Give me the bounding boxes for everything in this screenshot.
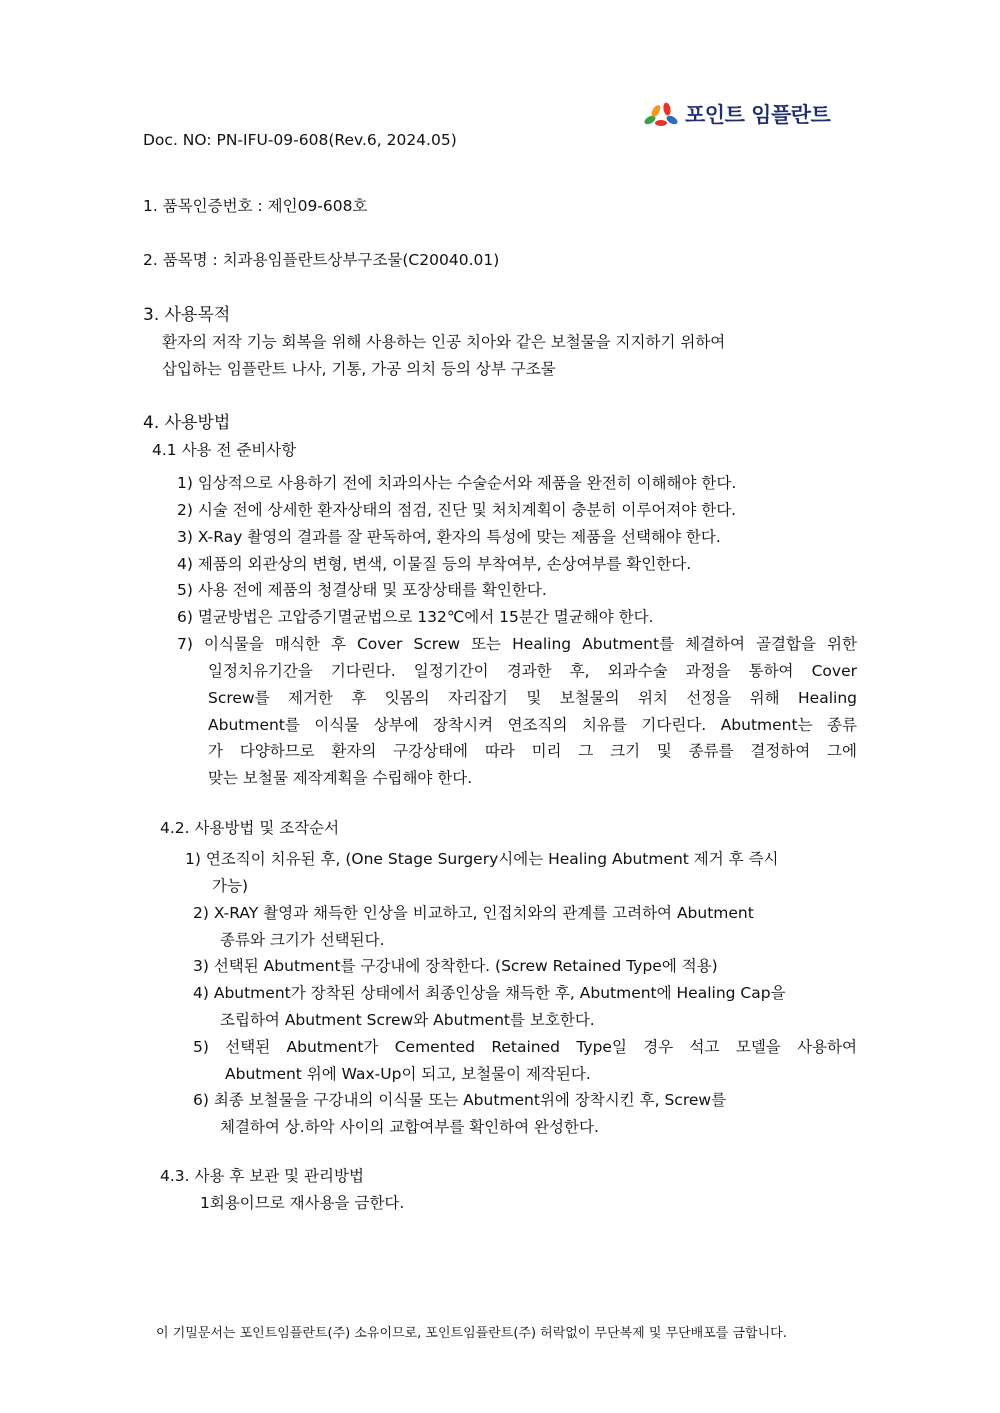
section-4-3-title: 4.3. 사용 후 보관 및 관리방법	[160, 1167, 364, 1185]
list-item-7-line: 7) 이식물을 매식한 후 Cover Screw 또는 Healing Abutment를 체결하여 골결합을 위한	[177, 635, 857, 653]
list-item: 1) 연조직이 치유된 후, (One Stage Surgery시에는 Healing Abutment 제거 후 즉시	[185, 850, 779, 868]
list-item: 4) Abutment가 장착된 상태에서 최종인상을 채득한 후, Abutment에 Healing Cap을	[193, 984, 786, 1002]
section-4-title: 4. 사용방법	[143, 413, 231, 433]
company-logo	[641, 96, 841, 132]
list-item-7-line: 일정치유기간을 기다린다. 일정기간이 경과한 후, 외과수술 과정을 통하여 Cover	[208, 662, 857, 680]
list-item: 6) 최종 보철물을 구강내의 이식물 또는 Abutment위에 장착시킨 후, Screw를	[193, 1091, 727, 1109]
list-item: Abutment 위에 Wax-Up이 되고, 보철물이 제작된다.	[225, 1065, 591, 1083]
list-item: 체결하여 상.하악 사이의 교합여부를 확인하여 완성한다.	[220, 1118, 599, 1136]
confidential-footer: 이 기밀문서는 포인트임플란트(주) 소유이므로, 포인트임플란트(주) 허락없이 무단복제 및 무단배포를 금합니다.	[156, 1326, 787, 1341]
section-4-1-title: 4.1 사용 전 준비사항	[152, 441, 297, 459]
list-item: 1) 임상적으로 사용하기 전에 치과의사는 수술순서와 제품을 완전히 이해해야 한다.	[177, 474, 737, 492]
list-item: 2) 시술 전에 상세한 환자상태의 점검, 진단 및 처치계획이 충분히 이루어져야 한다.	[177, 501, 737, 519]
list-item-7-line: 맞는 보철물 제작계획을 수립해야 한다.	[208, 769, 473, 787]
section-2-product-name: 2. 품목명 : 치과용임플란트상부구조물(C20040.01)	[143, 251, 500, 269]
list-item: 2) X-RAY 촬영과 채득한 인상을 비교하고, 인접치와의 관계를 고려하여 Abutment	[193, 904, 754, 922]
section-4-2-title: 4.2. 사용방법 및 조작순서	[160, 819, 340, 837]
list-item: 6) 멸균방법은 고압증기멸균법으로 132℃에서 15분간 멸균해야 한다.	[177, 608, 654, 626]
section-3-line: 삽입하는 임플란트 나사, 기통, 가공 의치 등의 상부 구조물	[162, 360, 556, 378]
list-item: 조립하여 Abutment Screw와 Abutment를 보호한다.	[220, 1011, 595, 1029]
section-4-3-text: 1회용이므로 재사용을 금한다.	[200, 1194, 405, 1212]
list-item-7-line: Screw를 제거한 후 잇몸의 자리잡기 및 보철물의 위치 선정을 위해 Healing	[208, 689, 857, 707]
list-item: 5) 사용 전에 제품의 청결상태 및 포장상태를 확인한다.	[177, 581, 547, 599]
section-1-cert-number: 1. 품목인증번호 : 제인09-608호	[143, 197, 368, 215]
list-item: 4) 제품의 외관상의 변형, 변색, 이물질 등의 부착여부, 손상여부를 확인한다.	[177, 555, 692, 573]
list-item: 5) 선택된 Abutment가 Cemented Retained Type일 경우 석고 모델을 사용하여	[193, 1038, 857, 1056]
list-item-7-line: Abutment를 이식물 상부에 장착시켜 연조직의 치유를 기다린다. Abutment는 종류	[208, 716, 857, 734]
list-item: 가능)	[212, 877, 248, 895]
list-item: 3) X-Ray 촬영의 결과를 잘 판독하여, 환자의 특성에 맞는 제품을 선택해야 한다.	[177, 528, 721, 546]
list-item: 종류와 크기가 선택된다.	[220, 931, 385, 949]
list-item-7-line: 가 다양하므로 환자의 구강상태에 따라 미리 그 크기 및 종류를 결정하여 그에	[208, 742, 857, 760]
section-3-line: 환자의 저작 기능 회복을 위해 사용하는 인공 치아와 같은 보철물을 지지하기 위하여	[162, 333, 726, 351]
logo-text: 포인트 임플란트	[685, 103, 831, 127]
section-3-title: 3. 사용목적	[143, 305, 231, 325]
list-item: 3) 선택된 Abutment를 구강내에 장착한다. (Screw Retained Type에 적용)	[193, 957, 718, 975]
doc-number: Doc. NO: PN-IFU-09-608(Rev.6, 2024.05)	[143, 131, 457, 149]
flower-logo-icon	[641, 98, 681, 130]
